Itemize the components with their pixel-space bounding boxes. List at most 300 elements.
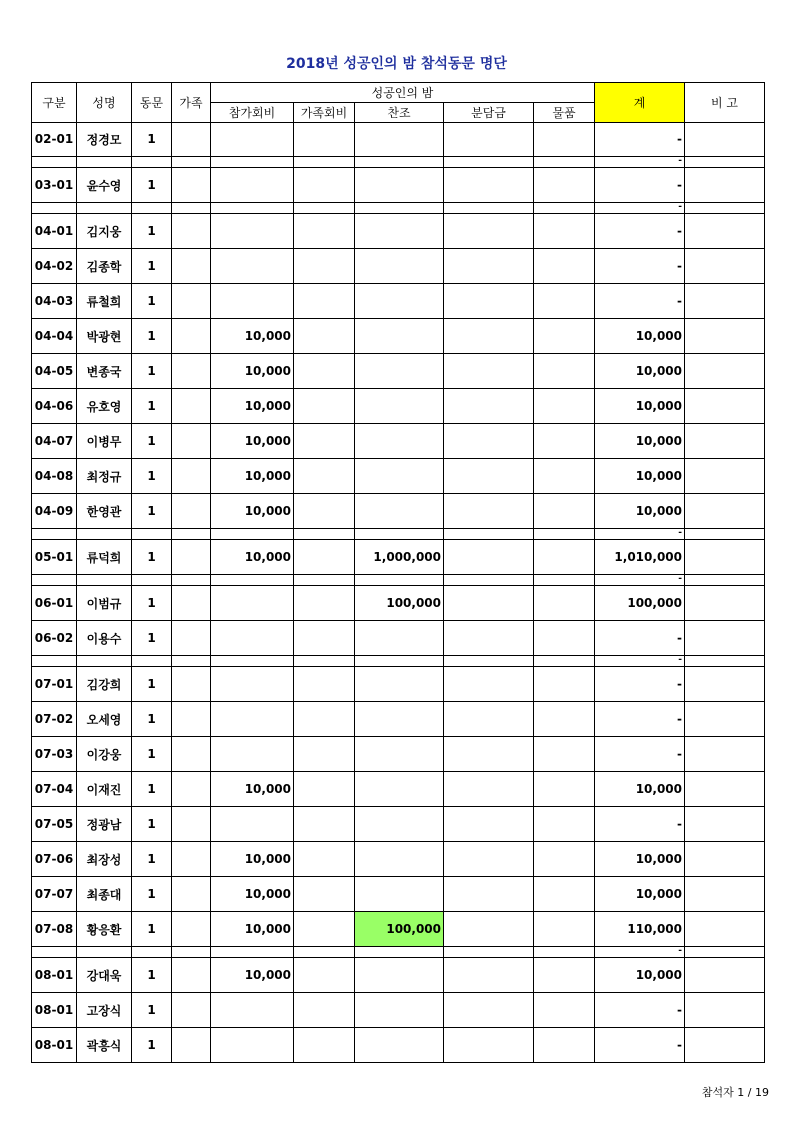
name-cell: 박광현 (77, 319, 132, 354)
total-cell: - (595, 947, 685, 958)
note-cell (685, 284, 765, 319)
separator-row (31, 947, 765, 958)
page-footer: 참석자 1 / 19 (701, 1086, 769, 1099)
fee-cell (211, 656, 294, 667)
total-cell: 110,000 (595, 912, 685, 947)
alumni-cell: 1 (132, 459, 172, 494)
family-fee-cell (294, 656, 355, 667)
table-row (31, 459, 765, 494)
table-row (31, 958, 765, 993)
fee-cell (211, 737, 294, 772)
support-cell (355, 842, 444, 877)
fee-cell: 10,000 (211, 842, 294, 877)
total-cell: - (595, 667, 685, 702)
share-cell (444, 540, 534, 575)
total-cell: - (595, 807, 685, 842)
fee-cell: 10,000 (211, 354, 294, 389)
family-cell (172, 737, 211, 772)
support-cell (355, 621, 444, 656)
note-cell (685, 993, 765, 1028)
note-cell (685, 389, 765, 424)
name-cell: 유호영 (77, 389, 132, 424)
family-fee-cell (294, 214, 355, 249)
table-row (31, 424, 765, 459)
alumni-cell: 1 (132, 168, 172, 203)
name-cell: 류덕희 (77, 540, 132, 575)
support-cell (355, 284, 444, 319)
note-cell (685, 354, 765, 389)
support-cell (355, 249, 444, 284)
support-cell: 100,000 (355, 586, 444, 621)
support-cell: 1,000,000 (355, 540, 444, 575)
name-cell: 곽흥식 (77, 1028, 132, 1063)
goods-cell (534, 621, 595, 656)
family-cell (172, 842, 211, 877)
total-cell: - (595, 993, 685, 1028)
fee-cell: 10,000 (211, 772, 294, 807)
group-cell: 07-08 (31, 912, 77, 947)
support-cell (355, 772, 444, 807)
share-cell (444, 702, 534, 737)
share-cell (444, 842, 534, 877)
group-cell: 07-03 (31, 737, 77, 772)
note-cell (685, 494, 765, 529)
support-cell (355, 877, 444, 912)
support-cell (355, 702, 444, 737)
fee-cell (211, 586, 294, 621)
note-cell (685, 529, 765, 540)
support-cell (355, 494, 444, 529)
family-fee-cell (294, 702, 355, 737)
group-cell: 07-06 (31, 842, 77, 877)
total-cell: - (595, 575, 685, 586)
family-cell (172, 586, 211, 621)
family-fee-cell (294, 842, 355, 877)
header-note: 비 고 (685, 83, 765, 123)
name-cell: 이병무 (77, 424, 132, 459)
alumni-cell: 1 (132, 772, 172, 807)
fee-cell (211, 284, 294, 319)
family-fee-cell (294, 424, 355, 459)
name-cell (77, 656, 132, 667)
header-support: 찬조 (355, 103, 444, 123)
alumni-cell: 1 (132, 702, 172, 737)
share-cell (444, 575, 534, 586)
total-cell: 10,000 (595, 958, 685, 993)
family-fee-cell (294, 494, 355, 529)
name-cell: 김지웅 (77, 214, 132, 249)
alumni-cell (132, 529, 172, 540)
group-cell: 03-01 (31, 168, 77, 203)
group-cell (31, 947, 77, 958)
total-cell: - (595, 737, 685, 772)
header-goods: 물품 (534, 103, 595, 123)
goods-cell (534, 459, 595, 494)
total-cell: - (595, 529, 685, 540)
fee-cell (211, 993, 294, 1028)
family-cell (172, 958, 211, 993)
group-cell: 07-02 (31, 702, 77, 737)
goods-cell (534, 214, 595, 249)
family-cell (172, 354, 211, 389)
family-cell (172, 284, 211, 319)
fee-cell (211, 575, 294, 586)
share-cell (444, 203, 534, 214)
family-cell (172, 656, 211, 667)
fee-cell: 10,000 (211, 540, 294, 575)
goods-cell (534, 319, 595, 354)
total-cell: 10,000 (595, 459, 685, 494)
name-cell: 이강웅 (77, 737, 132, 772)
total-cell: - (595, 249, 685, 284)
header-total: 계 (595, 83, 685, 123)
group-cell: 04-02 (31, 249, 77, 284)
share-cell (444, 656, 534, 667)
table-row (31, 586, 765, 621)
table-row (31, 284, 765, 319)
family-cell (172, 389, 211, 424)
group-cell (31, 529, 77, 540)
family-fee-cell (294, 354, 355, 389)
fee-cell (211, 702, 294, 737)
fee-cell (211, 157, 294, 168)
share-cell (444, 772, 534, 807)
alumni-cell: 1 (132, 1028, 172, 1063)
header-family-fee: 가족회비 (294, 103, 355, 123)
note-cell (685, 157, 765, 168)
total-cell: 10,000 (595, 494, 685, 529)
share-cell (444, 459, 534, 494)
family-fee-cell (294, 772, 355, 807)
note-cell (685, 203, 765, 214)
header-fee: 참가회비 (211, 103, 294, 123)
alumni-cell: 1 (132, 354, 172, 389)
goods-cell (534, 168, 595, 203)
family-fee-cell (294, 877, 355, 912)
alumni-cell: 1 (132, 621, 172, 656)
alumni-cell: 1 (132, 842, 172, 877)
note-cell (685, 807, 765, 842)
family-fee-cell (294, 1028, 355, 1063)
family-fee-cell (294, 667, 355, 702)
family-fee-cell (294, 157, 355, 168)
note-cell (685, 540, 765, 575)
family-cell (172, 424, 211, 459)
share-cell (444, 877, 534, 912)
alumni-cell: 1 (132, 667, 172, 702)
separator-row (31, 529, 765, 540)
fee-cell: 10,000 (211, 424, 294, 459)
total-cell: - (595, 284, 685, 319)
goods-cell (534, 354, 595, 389)
total-cell: - (595, 157, 685, 168)
alumni-cell (132, 203, 172, 214)
fee-cell (211, 529, 294, 540)
goods-cell (534, 702, 595, 737)
total-cell: 10,000 (595, 354, 685, 389)
share-cell (444, 214, 534, 249)
note-cell (685, 912, 765, 947)
family-cell (172, 157, 211, 168)
family-fee-cell (294, 284, 355, 319)
page-title: 2018년 성공인의 밤 참석동문 명단 (286, 56, 507, 72)
family-fee-cell (294, 947, 355, 958)
goods-cell (534, 912, 595, 947)
total-cell: 1,010,000 (595, 540, 685, 575)
fee-cell (211, 249, 294, 284)
name-cell: 한영관 (77, 494, 132, 529)
name-cell: 윤수영 (77, 168, 132, 203)
table-row (31, 737, 765, 772)
name-cell: 고장식 (77, 993, 132, 1028)
table-row (31, 1028, 765, 1063)
note-cell (685, 319, 765, 354)
group-cell: 08-01 (31, 1028, 77, 1063)
fee-cell (211, 214, 294, 249)
goods-cell (534, 958, 595, 993)
table-row (31, 621, 765, 656)
table-row (31, 354, 765, 389)
family-cell (172, 494, 211, 529)
support-cell (355, 529, 444, 540)
total-cell: 10,000 (595, 389, 685, 424)
group-cell (31, 157, 77, 168)
name-cell: 오세영 (77, 702, 132, 737)
family-cell (172, 168, 211, 203)
name-cell: 이재진 (77, 772, 132, 807)
note-cell (685, 621, 765, 656)
support-cell (355, 157, 444, 168)
family-cell (172, 993, 211, 1028)
group-cell: 07-07 (31, 877, 77, 912)
alumni-cell: 1 (132, 249, 172, 284)
family-fee-cell (294, 912, 355, 947)
note-cell (685, 168, 765, 203)
support-cell (355, 203, 444, 214)
note-cell (685, 249, 765, 284)
name-cell: 강대욱 (77, 958, 132, 993)
table-row (31, 772, 765, 807)
family-fee-cell (294, 122, 355, 157)
header-group: 구분 (31, 83, 77, 123)
goods-cell (534, 586, 595, 621)
total-cell: - (595, 168, 685, 203)
support-cell (355, 993, 444, 1028)
family-cell (172, 249, 211, 284)
goods-cell (534, 993, 595, 1028)
support-cell (355, 424, 444, 459)
header-family: 가족 (172, 83, 211, 123)
name-cell: 이범규 (77, 586, 132, 621)
goods-cell (534, 249, 595, 284)
total-cell: - (595, 1028, 685, 1063)
family-fee-cell (294, 203, 355, 214)
total-cell: 10,000 (595, 772, 685, 807)
share-cell (444, 168, 534, 203)
family-cell (172, 122, 211, 157)
share-cell (444, 737, 534, 772)
alumni-cell: 1 (132, 494, 172, 529)
family-fee-cell (294, 575, 355, 586)
alumni-cell (132, 575, 172, 586)
goods-cell (534, 424, 595, 459)
table-row (31, 807, 765, 842)
table-row (31, 667, 765, 702)
share-cell (444, 494, 534, 529)
note-cell (685, 459, 765, 494)
goods-cell (534, 157, 595, 168)
support-cell (355, 667, 444, 702)
group-cell: 04-06 (31, 389, 77, 424)
total-cell: - (595, 203, 685, 214)
header-name: 성명 (77, 83, 132, 123)
note-cell (685, 702, 765, 737)
note-cell (685, 214, 765, 249)
support-cell (355, 737, 444, 772)
fee-cell (211, 621, 294, 656)
support-cell (355, 575, 444, 586)
goods-cell (534, 947, 595, 958)
family-cell (172, 772, 211, 807)
group-cell: 04-09 (31, 494, 77, 529)
support-cell (355, 958, 444, 993)
note-cell (685, 667, 765, 702)
table-row (31, 912, 765, 947)
group-cell: 04-03 (31, 284, 77, 319)
family-fee-cell (294, 389, 355, 424)
total-cell: - (595, 702, 685, 737)
total-cell: 10,000 (595, 877, 685, 912)
family-cell (172, 459, 211, 494)
goods-cell (534, 284, 595, 319)
alumni-cell: 1 (132, 319, 172, 354)
table-row (31, 319, 765, 354)
note-cell (685, 575, 765, 586)
share-cell (444, 249, 534, 284)
name-cell: 류철희 (77, 284, 132, 319)
family-cell (172, 319, 211, 354)
fee-cell (211, 947, 294, 958)
goods-cell (534, 737, 595, 772)
table-row (31, 993, 765, 1028)
support-cell (355, 319, 444, 354)
alumni-cell: 1 (132, 737, 172, 772)
group-cell: 02-01 (31, 122, 77, 157)
goods-cell (534, 540, 595, 575)
name-cell: 최장성 (77, 842, 132, 877)
name-cell: 김강희 (77, 667, 132, 702)
family-cell (172, 807, 211, 842)
family-cell (172, 575, 211, 586)
fee-cell: 10,000 (211, 494, 294, 529)
separator-row (31, 656, 765, 667)
family-cell (172, 667, 211, 702)
family-fee-cell (294, 168, 355, 203)
name-cell: 최종대 (77, 877, 132, 912)
table-row (31, 168, 765, 203)
support-cell (355, 1028, 444, 1063)
fee-cell (211, 807, 294, 842)
fee-cell (211, 203, 294, 214)
note-cell (685, 656, 765, 667)
name-cell: 이용수 (77, 621, 132, 656)
family-fee-cell (294, 993, 355, 1028)
share-cell (444, 586, 534, 621)
alumni-cell (132, 656, 172, 667)
fee-cell: 10,000 (211, 389, 294, 424)
goods-cell (534, 575, 595, 586)
goods-cell (534, 529, 595, 540)
group-cell: 07-05 (31, 807, 77, 842)
header-alumni: 동문 (132, 83, 172, 123)
family-cell (172, 529, 211, 540)
group-cell: 08-01 (31, 993, 77, 1028)
share-cell (444, 958, 534, 993)
group-cell: 07-01 (31, 667, 77, 702)
alumni-cell: 1 (132, 389, 172, 424)
family-cell (172, 947, 211, 958)
family-fee-cell (294, 737, 355, 772)
table-body (31, 122, 765, 1063)
fee-cell: 10,000 (211, 877, 294, 912)
total-cell: 10,000 (595, 424, 685, 459)
table-row (31, 214, 765, 249)
goods-cell (534, 656, 595, 667)
note-cell (685, 947, 765, 958)
alumni-cell: 1 (132, 540, 172, 575)
family-fee-cell (294, 319, 355, 354)
separator-row (31, 157, 765, 168)
goods-cell (534, 807, 595, 842)
name-cell (77, 947, 132, 958)
share-cell (444, 993, 534, 1028)
total-cell: - (595, 214, 685, 249)
family-fee-cell (294, 807, 355, 842)
group-cell (31, 656, 77, 667)
total-cell: - (595, 122, 685, 157)
family-fee-cell (294, 586, 355, 621)
family-cell (172, 540, 211, 575)
alumni-cell: 1 (132, 877, 172, 912)
family-cell (172, 877, 211, 912)
group-cell: 04-07 (31, 424, 77, 459)
family-cell (172, 702, 211, 737)
goods-cell (534, 877, 595, 912)
goods-cell (534, 203, 595, 214)
share-cell (444, 1028, 534, 1063)
support-cell: 100,000 (355, 912, 444, 947)
name-cell: 김종학 (77, 249, 132, 284)
share-cell (444, 529, 534, 540)
share-cell (444, 947, 534, 958)
name-cell: 정경모 (77, 122, 132, 157)
goods-cell (534, 494, 595, 529)
share-cell (444, 807, 534, 842)
alumni-cell: 1 (132, 807, 172, 842)
family-fee-cell (294, 621, 355, 656)
header-share: 분담금 (444, 103, 534, 123)
family-fee-cell (294, 249, 355, 284)
support-cell (355, 947, 444, 958)
header-event-group: 성공인의 밤 (211, 83, 595, 103)
group-cell: 04-08 (31, 459, 77, 494)
fee-cell (211, 122, 294, 157)
name-cell (77, 157, 132, 168)
attendee-table (31, 82, 765, 1063)
alumni-cell: 1 (132, 284, 172, 319)
alumni-cell: 1 (132, 586, 172, 621)
note-cell (685, 772, 765, 807)
